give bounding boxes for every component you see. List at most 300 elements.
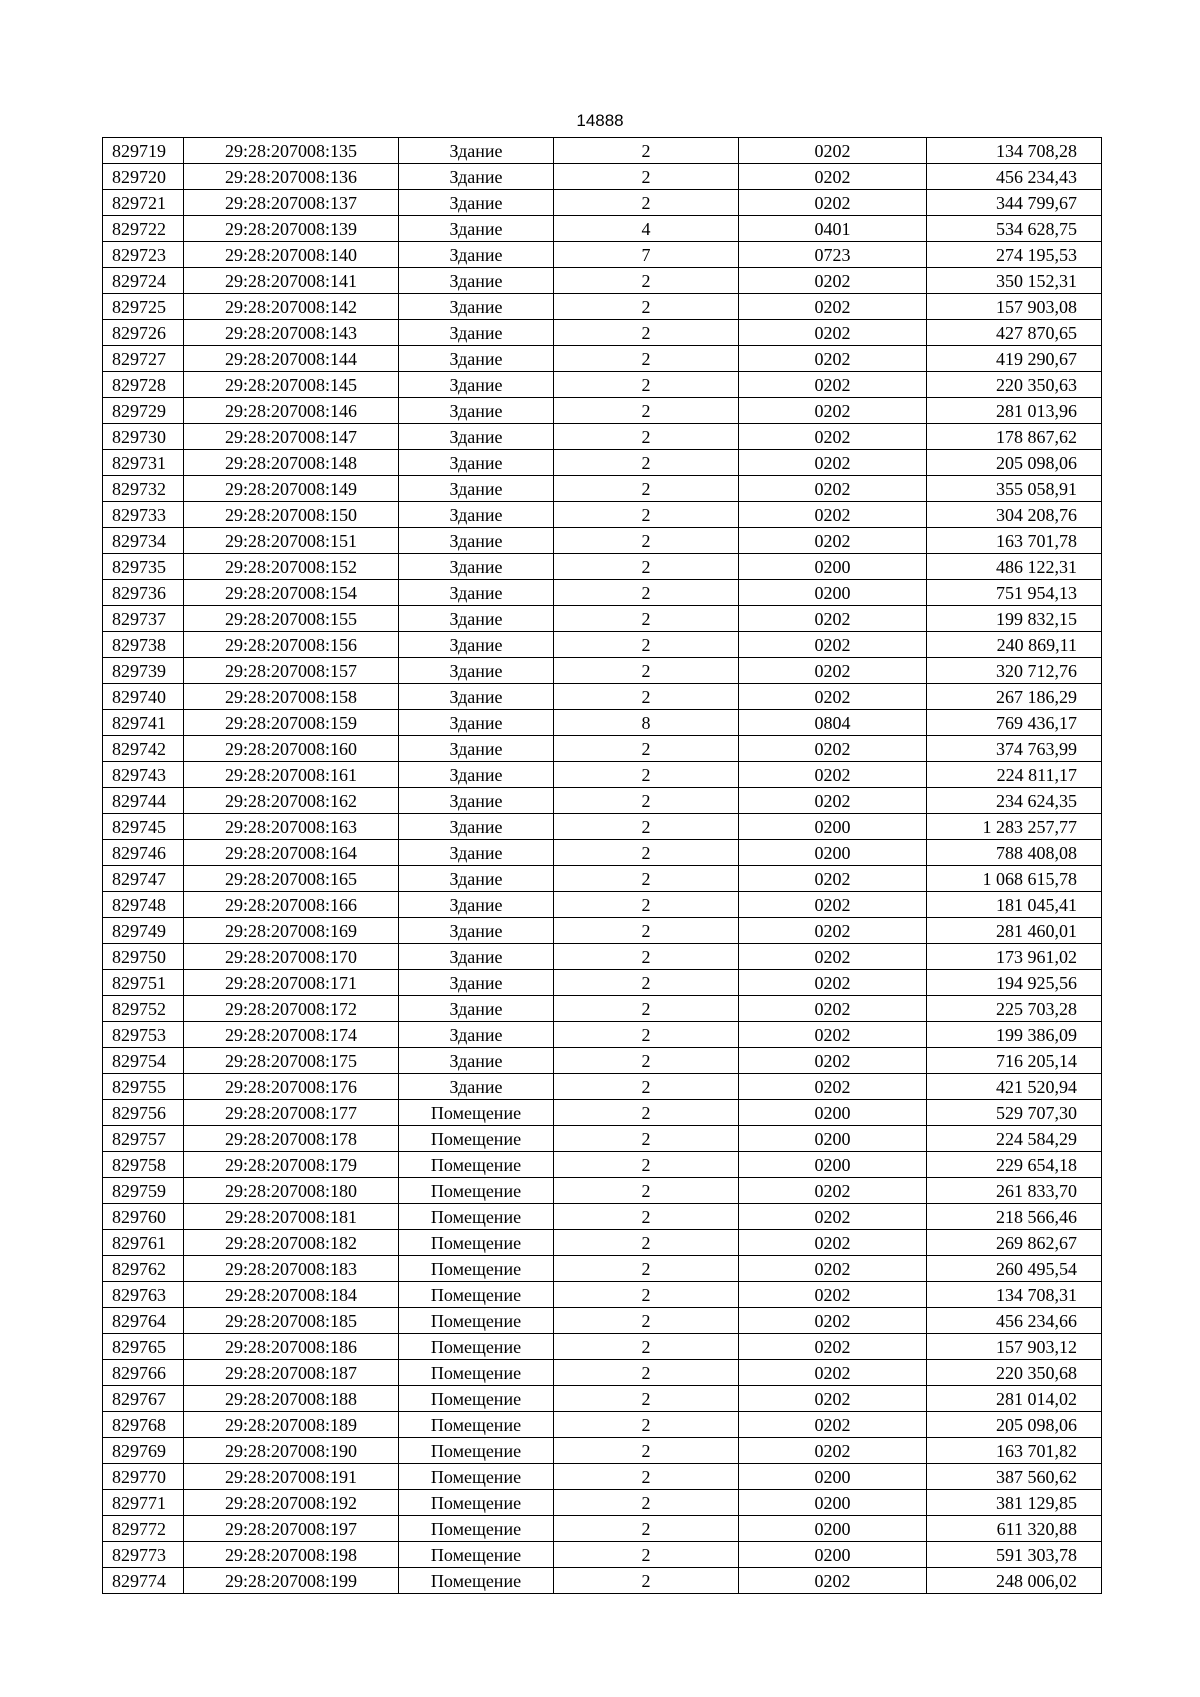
cadastral-value-cell: 163 701,78 — [927, 528, 1102, 554]
cadastral-number-cell: 29:28:207008:145 — [184, 372, 399, 398]
group-cell: 2 — [554, 1282, 739, 1308]
table-row — [103, 1412, 1102, 1438]
row-number-cell: 829771 — [103, 1490, 184, 1516]
table-row — [103, 684, 1102, 710]
cadastral-value-cell: 769 436,17 — [927, 710, 1102, 736]
cadastral-value-cell: 355 058,91 — [927, 476, 1102, 502]
table-row — [103, 1386, 1102, 1412]
cadastral-number-cell: 29:28:207008:177 — [184, 1100, 399, 1126]
row-number-cell: 829739 — [103, 658, 184, 684]
cadastral-value-cell: 205 098,06 — [927, 450, 1102, 476]
group-cell: 2 — [554, 1542, 739, 1568]
table-row — [103, 424, 1102, 450]
object-type-cell: Здание — [399, 632, 554, 658]
table-row — [103, 1074, 1102, 1100]
object-type-cell: Здание — [399, 658, 554, 684]
subgroup-code-cell: 0202 — [739, 632, 927, 658]
subgroup-code-cell: 0200 — [739, 814, 927, 840]
object-type-cell: Здание — [399, 476, 554, 502]
subgroup-code-cell: 0202 — [739, 788, 927, 814]
object-type-cell: Здание — [399, 866, 554, 892]
table-row — [103, 762, 1102, 788]
cadastral-value-cell: 224 811,17 — [927, 762, 1102, 788]
cadastral-number-cell: 29:28:207008:142 — [184, 294, 399, 320]
subgroup-code-cell: 0202 — [739, 918, 927, 944]
table-row — [103, 1360, 1102, 1386]
subgroup-code-cell: 0202 — [739, 970, 927, 996]
group-cell: 2 — [554, 580, 739, 606]
cadastral-number-cell: 29:28:207008:157 — [184, 658, 399, 684]
cadastral-number-cell: 29:28:207008:164 — [184, 840, 399, 866]
cadastral-value-cell: 205 098,06 — [927, 1412, 1102, 1438]
cadastral-number-cell: 29:28:207008:191 — [184, 1464, 399, 1490]
subgroup-code-cell: 0202 — [739, 346, 927, 372]
row-number-cell: 829725 — [103, 294, 184, 320]
row-number-cell: 829760 — [103, 1204, 184, 1230]
cadastral-value-cell: 274 195,53 — [927, 242, 1102, 268]
cadastral-value-cell: 281 460,01 — [927, 918, 1102, 944]
table-row — [103, 1256, 1102, 1282]
row-number-cell: 829758 — [103, 1152, 184, 1178]
subgroup-code-cell: 0202 — [739, 372, 927, 398]
cadastral-value-cell: 456 234,66 — [927, 1308, 1102, 1334]
subgroup-code-cell: 0202 — [739, 944, 927, 970]
cadastral-number-cell: 29:28:207008:155 — [184, 606, 399, 632]
group-cell: 4 — [554, 216, 739, 242]
cadastral-value-cell: 218 566,46 — [927, 1204, 1102, 1230]
group-cell: 2 — [554, 840, 739, 866]
group-cell: 2 — [554, 684, 739, 710]
table-row — [103, 840, 1102, 866]
group-cell: 2 — [554, 1334, 739, 1360]
row-number-cell: 829756 — [103, 1100, 184, 1126]
cadastral-number-cell: 29:28:207008:176 — [184, 1074, 399, 1100]
cadastral-number-cell: 29:28:207008:151 — [184, 528, 399, 554]
cadastral-number-cell: 29:28:207008:189 — [184, 1412, 399, 1438]
table-row — [103, 1100, 1102, 1126]
subgroup-code-cell: 0202 — [739, 1568, 927, 1594]
cadastral-value-cell: 134 708,31 — [927, 1282, 1102, 1308]
object-type-cell: Здание — [399, 580, 554, 606]
object-type-cell: Здание — [399, 346, 554, 372]
group-cell: 2 — [554, 1490, 739, 1516]
row-number-cell: 829735 — [103, 554, 184, 580]
group-cell: 2 — [554, 164, 739, 190]
group-cell: 2 — [554, 1100, 739, 1126]
row-number-cell: 829765 — [103, 1334, 184, 1360]
cadastral-value-cell: 260 495,54 — [927, 1256, 1102, 1282]
object-type-cell: Помещение — [399, 1516, 554, 1542]
table-row — [103, 944, 1102, 970]
group-cell: 2 — [554, 1048, 739, 1074]
cadastral-number-cell: 29:28:207008:199 — [184, 1568, 399, 1594]
subgroup-code-cell: 0202 — [739, 294, 927, 320]
cadastral-number-cell: 29:28:207008:197 — [184, 1516, 399, 1542]
group-cell: 2 — [554, 1126, 739, 1152]
cadastral-value-cell: 427 870,65 — [927, 320, 1102, 346]
cadastral-number-cell: 29:28:207008:150 — [184, 502, 399, 528]
cadastral-value-cell: 248 006,02 — [927, 1568, 1102, 1594]
row-number-cell: 829747 — [103, 866, 184, 892]
group-cell: 2 — [554, 138, 739, 164]
table-row — [103, 918, 1102, 944]
table-row — [103, 1464, 1102, 1490]
cadastral-number-cell: 29:28:207008:183 — [184, 1256, 399, 1282]
cadastral-registry-table — [102, 137, 1102, 1594]
object-type-cell: Здание — [399, 1074, 554, 1100]
subgroup-code-cell: 0202 — [739, 320, 927, 346]
group-cell: 2 — [554, 424, 739, 450]
table-row — [103, 346, 1102, 372]
object-type-cell: Помещение — [399, 1204, 554, 1230]
object-type-cell: Помещение — [399, 1490, 554, 1516]
cadastral-number-cell: 29:28:207008:154 — [184, 580, 399, 606]
subgroup-code-cell: 0202 — [739, 450, 927, 476]
object-type-cell: Здание — [399, 528, 554, 554]
object-type-cell: Помещение — [399, 1386, 554, 1412]
subgroup-code-cell: 0202 — [739, 398, 927, 424]
subgroup-code-cell: 0200 — [739, 1152, 927, 1178]
cadastral-value-cell: 134 708,28 — [927, 138, 1102, 164]
table-row — [103, 892, 1102, 918]
object-type-cell: Помещение — [399, 1282, 554, 1308]
group-cell: 2 — [554, 814, 739, 840]
row-number-cell: 829755 — [103, 1074, 184, 1100]
row-number-cell: 829748 — [103, 892, 184, 918]
cadastral-number-cell: 29:28:207008:186 — [184, 1334, 399, 1360]
subgroup-code-cell: 0202 — [739, 866, 927, 892]
row-number-cell: 829773 — [103, 1542, 184, 1568]
row-number-cell: 829746 — [103, 840, 184, 866]
table-row — [103, 320, 1102, 346]
table-row — [103, 970, 1102, 996]
table-row — [103, 710, 1102, 736]
cadastral-value-cell: 163 701,82 — [927, 1438, 1102, 1464]
subgroup-code-cell: 0202 — [739, 1256, 927, 1282]
cadastral-value-cell: 157 903,12 — [927, 1334, 1102, 1360]
cadastral-number-cell: 29:28:207008:148 — [184, 450, 399, 476]
subgroup-code-cell: 0202 — [739, 684, 927, 710]
row-number-cell: 829767 — [103, 1386, 184, 1412]
cadastral-value-cell: 199 832,15 — [927, 606, 1102, 632]
cadastral-value-cell: 157 903,08 — [927, 294, 1102, 320]
cadastral-number-cell: 29:28:207008:146 — [184, 398, 399, 424]
row-number-cell: 829738 — [103, 632, 184, 658]
group-cell: 2 — [554, 892, 739, 918]
cadastral-value-cell: 261 833,70 — [927, 1178, 1102, 1204]
object-type-cell: Здание — [399, 1022, 554, 1048]
group-cell: 2 — [554, 398, 739, 424]
group-cell: 2 — [554, 346, 739, 372]
subgroup-code-cell: 0200 — [739, 840, 927, 866]
row-number-cell: 829764 — [103, 1308, 184, 1334]
row-number-cell: 829737 — [103, 606, 184, 632]
object-type-cell: Здание — [399, 372, 554, 398]
table-row — [103, 1152, 1102, 1178]
cadastral-value-cell: 751 954,13 — [927, 580, 1102, 606]
row-number-cell: 829724 — [103, 268, 184, 294]
cadastral-value-cell: 381 129,85 — [927, 1490, 1102, 1516]
group-cell: 2 — [554, 1360, 739, 1386]
cadastral-value-cell: 224 584,29 — [927, 1126, 1102, 1152]
cadastral-value-cell: 350 152,31 — [927, 268, 1102, 294]
cadastral-value-cell: 181 045,41 — [927, 892, 1102, 918]
row-number-cell: 829740 — [103, 684, 184, 710]
subgroup-code-cell: 0202 — [739, 190, 927, 216]
subgroup-code-cell: 0202 — [739, 1022, 927, 1048]
cadastral-value-cell: 421 520,94 — [927, 1074, 1102, 1100]
row-number-cell: 829722 — [103, 216, 184, 242]
group-cell: 2 — [554, 1074, 739, 1100]
subgroup-code-cell: 0202 — [739, 424, 927, 450]
group-cell: 2 — [554, 476, 739, 502]
row-number-cell: 829752 — [103, 996, 184, 1022]
subgroup-code-cell: 0200 — [739, 554, 927, 580]
row-number-cell: 829768 — [103, 1412, 184, 1438]
table-row — [103, 1568, 1102, 1594]
cadastral-number-cell: 29:28:207008:144 — [184, 346, 399, 372]
subgroup-code-cell: 0804 — [739, 710, 927, 736]
subgroup-code-cell: 0202 — [739, 1282, 927, 1308]
cadastral-number-cell: 29:28:207008:158 — [184, 684, 399, 710]
table-row — [103, 450, 1102, 476]
cadastral-number-cell: 29:28:207008:179 — [184, 1152, 399, 1178]
subgroup-code-cell: 0202 — [739, 1360, 927, 1386]
cadastral-value-cell: 611 320,88 — [927, 1516, 1102, 1542]
table-row — [103, 1334, 1102, 1360]
table-row — [103, 1230, 1102, 1256]
object-type-cell: Здание — [399, 892, 554, 918]
cadastral-number-cell: 29:28:207008:198 — [184, 1542, 399, 1568]
subgroup-code-cell: 0202 — [739, 1204, 927, 1230]
cadastral-number-cell: 29:28:207008:175 — [184, 1048, 399, 1074]
cadastral-value-cell: 178 867,62 — [927, 424, 1102, 450]
object-type-cell: Помещение — [399, 1152, 554, 1178]
group-cell: 2 — [554, 788, 739, 814]
table-row — [103, 1048, 1102, 1074]
row-number-cell: 829729 — [103, 398, 184, 424]
subgroup-code-cell: 0202 — [739, 528, 927, 554]
group-cell: 2 — [554, 502, 739, 528]
row-number-cell: 829730 — [103, 424, 184, 450]
cadastral-value-cell: 225 703,28 — [927, 996, 1102, 1022]
row-number-cell: 829754 — [103, 1048, 184, 1074]
object-type-cell: Помещение — [399, 1412, 554, 1438]
group-cell: 2 — [554, 1438, 739, 1464]
group-cell: 2 — [554, 1464, 739, 1490]
cadastral-number-cell: 29:28:207008:180 — [184, 1178, 399, 1204]
cadastral-number-cell: 29:28:207008:184 — [184, 1282, 399, 1308]
object-type-cell: Здание — [399, 606, 554, 632]
object-type-cell: Здание — [399, 840, 554, 866]
subgroup-code-cell: 0200 — [739, 1516, 927, 1542]
row-number-cell: 829731 — [103, 450, 184, 476]
object-type-cell: Здание — [399, 1048, 554, 1074]
object-type-cell: Помещение — [399, 1334, 554, 1360]
cadastral-value-cell: 486 122,31 — [927, 554, 1102, 580]
row-number-cell: 829744 — [103, 788, 184, 814]
object-type-cell: Помещение — [399, 1464, 554, 1490]
object-type-cell: Здание — [399, 190, 554, 216]
table-row — [103, 190, 1102, 216]
cadastral-number-cell: 29:28:207008:171 — [184, 970, 399, 996]
row-number-cell: 829727 — [103, 346, 184, 372]
cadastral-number-cell: 29:28:207008:162 — [184, 788, 399, 814]
table-row — [103, 788, 1102, 814]
group-cell: 2 — [554, 918, 739, 944]
cadastral-number-cell: 29:28:207008:140 — [184, 242, 399, 268]
subgroup-code-cell: 0202 — [739, 1438, 927, 1464]
cadastral-number-cell: 29:28:207008:143 — [184, 320, 399, 346]
object-type-cell: Здание — [399, 320, 554, 346]
object-type-cell: Здание — [399, 684, 554, 710]
object-type-cell: Здание — [399, 970, 554, 996]
table-row — [103, 1542, 1102, 1568]
cadastral-value-cell: 374 763,99 — [927, 736, 1102, 762]
cadastral-number-cell: 29:28:207008:161 — [184, 762, 399, 788]
cadastral-number-cell: 29:28:207008:156 — [184, 632, 399, 658]
row-number-cell: 829745 — [103, 814, 184, 840]
object-type-cell: Здание — [399, 996, 554, 1022]
subgroup-code-cell: 0200 — [739, 1542, 927, 1568]
group-cell: 2 — [554, 1022, 739, 1048]
cadastral-number-cell: 29:28:207008:135 — [184, 138, 399, 164]
table-row — [103, 528, 1102, 554]
cadastral-value-cell: 229 654,18 — [927, 1152, 1102, 1178]
group-cell: 2 — [554, 1516, 739, 1542]
cadastral-number-cell: 29:28:207008:152 — [184, 554, 399, 580]
object-type-cell: Здание — [399, 788, 554, 814]
row-number-cell: 829719 — [103, 138, 184, 164]
table-row — [103, 372, 1102, 398]
group-cell: 2 — [554, 554, 739, 580]
subgroup-code-cell: 0202 — [739, 1048, 927, 1074]
cadastral-value-cell: 234 624,35 — [927, 788, 1102, 814]
group-cell: 2 — [554, 736, 739, 762]
object-type-cell: Помещение — [399, 1542, 554, 1568]
object-type-cell: Здание — [399, 710, 554, 736]
subgroup-code-cell: 0202 — [739, 164, 927, 190]
table-row — [103, 1282, 1102, 1308]
row-number-cell: 829759 — [103, 1178, 184, 1204]
group-cell: 2 — [554, 1152, 739, 1178]
cadastral-value-cell: 194 925,56 — [927, 970, 1102, 996]
cadastral-value-cell: 220 350,68 — [927, 1360, 1102, 1386]
cadastral-number-cell: 29:28:207008:149 — [184, 476, 399, 502]
group-cell: 2 — [554, 944, 739, 970]
row-number-cell: 829742 — [103, 736, 184, 762]
table-row — [103, 554, 1102, 580]
row-number-cell: 829753 — [103, 1022, 184, 1048]
cadastral-number-cell: 29:28:207008:174 — [184, 1022, 399, 1048]
cadastral-value-cell: 240 869,11 — [927, 632, 1102, 658]
row-number-cell: 829772 — [103, 1516, 184, 1542]
table-row — [103, 138, 1102, 164]
row-number-cell: 829726 — [103, 320, 184, 346]
table-row — [103, 814, 1102, 840]
subgroup-code-cell: 0200 — [739, 1100, 927, 1126]
object-type-cell: Помещение — [399, 1230, 554, 1256]
table-row — [103, 736, 1102, 762]
table-row — [103, 294, 1102, 320]
table-row — [103, 1126, 1102, 1152]
row-number-cell: 829761 — [103, 1230, 184, 1256]
cadastral-number-cell: 29:28:207008:136 — [184, 164, 399, 190]
row-number-cell: 829743 — [103, 762, 184, 788]
table-row — [103, 580, 1102, 606]
object-type-cell: Помещение — [399, 1178, 554, 1204]
object-type-cell: Помещение — [399, 1360, 554, 1386]
subgroup-code-cell: 0200 — [739, 1126, 927, 1152]
row-number-cell: 829751 — [103, 970, 184, 996]
row-number-cell: 829762 — [103, 1256, 184, 1282]
group-cell: 2 — [554, 970, 739, 996]
cadastral-number-cell: 29:28:207008:187 — [184, 1360, 399, 1386]
subgroup-code-cell: 0202 — [739, 502, 927, 528]
object-type-cell: Помещение — [399, 1568, 554, 1594]
row-number-cell: 829734 — [103, 528, 184, 554]
subgroup-code-cell: 0401 — [739, 216, 927, 242]
cadastral-value-cell: 1 068 615,78 — [927, 866, 1102, 892]
subgroup-code-cell: 0202 — [739, 1230, 927, 1256]
cadastral-number-cell: 29:28:207008:192 — [184, 1490, 399, 1516]
subgroup-code-cell: 0202 — [739, 1178, 927, 1204]
cadastral-value-cell: 456 234,43 — [927, 164, 1102, 190]
page-number: 14888 — [576, 111, 624, 130]
object-type-cell: Помещение — [399, 1438, 554, 1464]
row-number-cell: 829774 — [103, 1568, 184, 1594]
subgroup-code-cell: 0723 — [739, 242, 927, 268]
object-type-cell: Здание — [399, 216, 554, 242]
subgroup-code-cell: 0202 — [739, 138, 927, 164]
group-cell: 2 — [554, 606, 739, 632]
group-cell: 2 — [554, 996, 739, 1022]
group-cell: 2 — [554, 762, 739, 788]
cadastral-value-cell: 304 208,76 — [927, 502, 1102, 528]
subgroup-code-cell: 0202 — [739, 1074, 927, 1100]
group-cell: 2 — [554, 658, 739, 684]
object-type-cell: Здание — [399, 762, 554, 788]
cadastral-value-cell: 220 350,63 — [927, 372, 1102, 398]
group-cell: 2 — [554, 1230, 739, 1256]
object-type-cell: Здание — [399, 814, 554, 840]
cadastral-number-cell: 29:28:207008:137 — [184, 190, 399, 216]
table-row — [103, 1178, 1102, 1204]
cadastral-number-cell: 29:28:207008:182 — [184, 1230, 399, 1256]
group-cell: 2 — [554, 1308, 739, 1334]
row-number-cell: 829763 — [103, 1282, 184, 1308]
cadastral-value-cell: 591 303,78 — [927, 1542, 1102, 1568]
object-type-cell: Здание — [399, 944, 554, 970]
cadastral-number-cell: 29:28:207008:165 — [184, 866, 399, 892]
group-cell: 2 — [554, 528, 739, 554]
table-row — [103, 216, 1102, 242]
cadastral-value-cell: 199 386,09 — [927, 1022, 1102, 1048]
cadastral-value-cell: 281 013,96 — [927, 398, 1102, 424]
cadastral-number-cell: 29:28:207008:188 — [184, 1386, 399, 1412]
object-type-cell: Помещение — [399, 1126, 554, 1152]
cadastral-value-cell: 344 799,67 — [927, 190, 1102, 216]
cadastral-number-cell: 29:28:207008:172 — [184, 996, 399, 1022]
row-number-cell: 829733 — [103, 502, 184, 528]
subgroup-code-cell: 0200 — [739, 580, 927, 606]
table-row — [103, 1308, 1102, 1334]
row-number-cell: 829769 — [103, 1438, 184, 1464]
cadastral-number-cell: 29:28:207008:147 — [184, 424, 399, 450]
group-cell: 2 — [554, 1178, 739, 1204]
cadastral-number-cell: 29:28:207008:163 — [184, 814, 399, 840]
object-type-cell: Помещение — [399, 1256, 554, 1282]
